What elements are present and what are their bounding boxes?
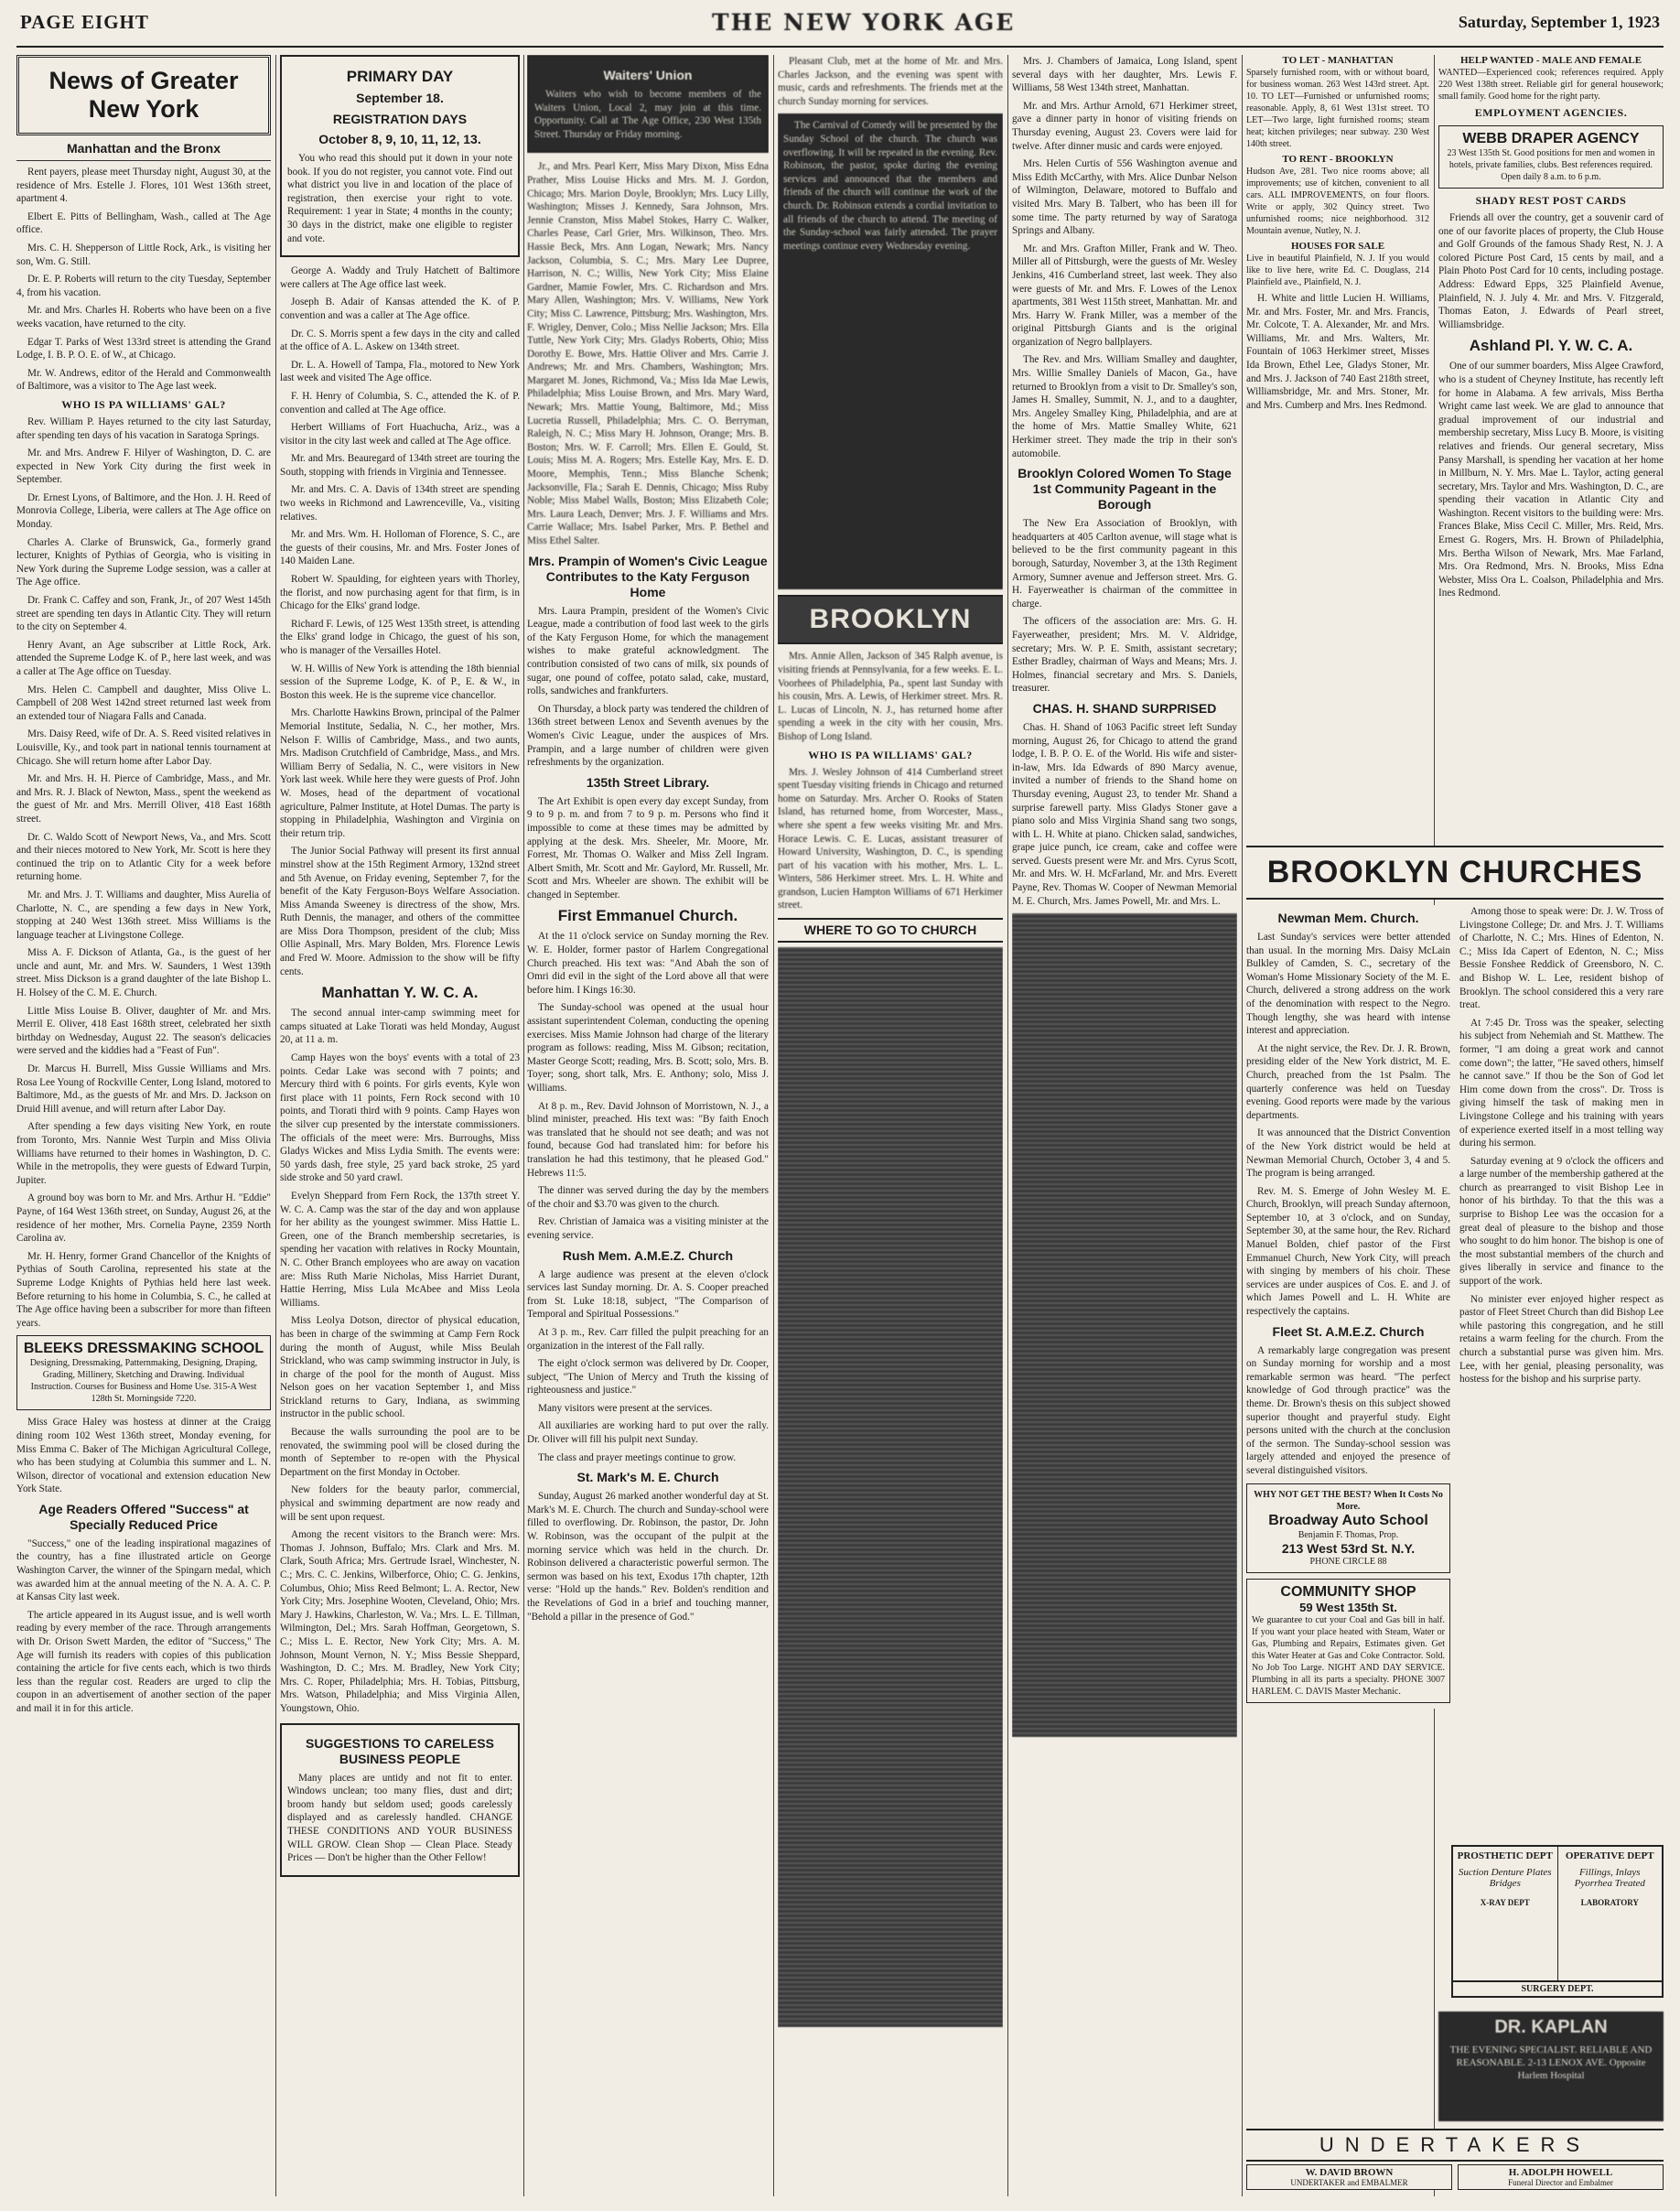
page-label: PAGE EIGHT xyxy=(20,11,149,33)
suggestions-headline: SUGGESTIONS TO CARELESS BUSINESS PEOPLE xyxy=(306,1735,494,1766)
news-paragraph: Joseph B. Adair of Kansas attended the K. of P. convention and was a caller at The Age office. xyxy=(280,297,520,321)
news-paragraph: Dr. L. A. Howell of Tampa, Fla., motored to New York last week and visited The Age office. xyxy=(280,359,520,384)
brooklyn-heading: BROOKLYN xyxy=(778,595,1003,644)
news-paragraph: Robert W. Spaulding, for eighteen years with Thorley, the florist, and now purchasing agent for that firm, is in Chicago for the Elks' grand lodge. xyxy=(280,574,520,612)
st-marks-article: Sunday, August 26 marked another wonderful day at St. Mark's M. E. Church. The church and Sunday-school were filled to overflowing. Dr. Robinson, the pastor, Dr. John W. Robinson, was the occupant of the pulpit at the morning service which was held in the church. Dr. Robinson delivered a characteristic powerful sermon. The sermon was based on his text, Exodus 17th chapter, 12th verse: "Hold up the hands." Rev. Bolden's rendition and the Revelations of God in a brief and touching manner, "Behold a pillar in the presence of God." xyxy=(527,1491,769,1623)
news-items-3 xyxy=(16,1416,271,1496)
section-subtitle: Manhattan and the Bronx xyxy=(16,141,271,161)
dark-article xyxy=(778,113,1003,589)
news-paragraph: Herbert Williams of Fort Huachucha, Ariz., was a visitor in the city last week and called at The Age office. xyxy=(280,422,520,447)
prampin-headline: Mrs. Prampin of Women's Civic League Contributes to the Katy Ferguson Home xyxy=(528,553,768,599)
newman-paragraph: Last Sunday's services were better attended than usual. In the morning Mrs. Daisy McLain Bulkley of Camden, S. C., secretary of the Woman's Home Missionary Society of the M. E. Church, delivered a strong address on the work of the denomination with respect to the Negro. Though lengthy, she was heard with intense interest and appreciation. xyxy=(1246,932,1450,1037)
news-paragraph: George A. Waddy and Truly Hatchett of Baltimore were callers at The Age office last week. xyxy=(280,265,520,290)
classified-text: Hudson Ave, 281. Two nice rooms above; all improvements; use of kitchen, convenient to all cars. ALL IMPROVEMENTS, on four floors. Write or apply, 302 Quincy street. Two unfurnished rooms; nice neighborhood. 312 Mountain avenue, Nutley, N. J. xyxy=(1246,167,1429,236)
auto-school-name: Broadway Auto School xyxy=(1268,1512,1428,1528)
churches-left xyxy=(1246,905,1450,1709)
column-5 xyxy=(1012,55,1237,2196)
newman-headline: Newman Mem. Church. xyxy=(1277,911,1419,925)
news-paragraph: Dr. C. Waldo Scott of Newport News, Va., and Mrs. Scott and their nieces motored to New York, Mr. Scott is here they continued the trip on to Atlantic City for a week before returning home. xyxy=(16,831,271,883)
laboratory: LABORATORY xyxy=(1580,1898,1639,1907)
news-paragraph: Richard F. Lewis, of 125 West 135th street, is attending the Elks' grand lodge in Chicago, the guest of his son, who is manager of the Versailles Hotel. xyxy=(280,618,520,656)
column-1 xyxy=(16,55,271,2196)
section-title: News of Greater New York xyxy=(16,55,271,135)
emmanuel-paragraph: At the 11 o'clock service on Sunday morning the Rev. W. E. Holder, former pastor of Harlem Congregational Church preached. His text was: "And Abah the son of Omri did evil in the sight of the Lord above all that were before him. I Kings 16:30. xyxy=(527,931,769,996)
rush-paragraph: The class and prayer meetings continue to grow. xyxy=(538,1451,737,1463)
auto-school-tagline: WHY NOT GET THE BEST? When It Costs No More. xyxy=(1254,1489,1443,1512)
pageant-article xyxy=(1012,517,1237,696)
community-shop-text: We guarantee to cut your Coal and Gas bill in half. If you want your place heated with Steam, Water or Gas, Plumbing and Repairs, Estimates given. Get this Water Heater at Gas and Coke Contractor. Sold. No Job Too Large. NIGHT AND DAY SERVICE. Plumbing in all its parts a specialty. PHONE 3007 HARLEM. C. DAVIS Master Mechanic. xyxy=(1252,1614,1445,1697)
auto-school-ad xyxy=(1246,1483,1450,1573)
news-paragraph: Dr. Marcus H. Burrell, Miss Gussie Williams and Mrs. Rosa Lee Young of Rockville Center, Long Island, motored to Baltimore, Md., as the guests of Mr. and Mrs. D. Jackson on Druid Hill avenue, and will return after Labor Day. xyxy=(16,1063,271,1115)
howell-sub: Funeral Director and Embalmer xyxy=(1508,2178,1613,2187)
emmanuel-paragraph: Rev. Christian of Jamaica was a visiting minister at the evening service. xyxy=(527,1216,769,1241)
classified-heading: TO RENT - BROOKLYN xyxy=(1282,154,1394,165)
undertakers-heading: UNDERTAKERS xyxy=(1246,2129,1664,2162)
ashland-headline: Ashland Pl. Y. W. C. A. xyxy=(1469,337,1633,355)
brown-ad xyxy=(1246,2164,1452,2190)
news-paragraph: Little Miss Louise B. Oliver, daughter of Mr. and Mrs. Merril E. Oliver, 418 East 168th street, celebrated her sixth birthday on Wednesday, August 22. The season's delicacies were served and the kiddies had a "Feast of Fun". xyxy=(16,1005,271,1057)
fleet-paragraph: Among those to speak were: Dr. J. W. Tross of Livingstone College; Dr. and Mrs. J. T. Williams of Charlotte, N. C.; Mrs. Hines of Edenton, N. C.; Miss Ida Capert of Edenton, N. C.; Miss Bessie Fonshee Reddick of Greensboro, N. C. and Bishop W. L. Lee, resident bishop of Brooklyn. The school considered this a very rare treat. xyxy=(1459,906,1664,1011)
st-marks-headline: St. Mark's M. E. Church xyxy=(576,1470,719,1485)
news-paragraph: Miss Grace Haley was hostess at dinner at the Craigg dining room 102 West 136th street, Monday evening, for Miss Emma C. Baker of The Michigan Agricultural College, who has been studying at Columbia this summer and L. N. Wilson, director of vocational and extension education New York State. xyxy=(16,1417,271,1495)
newman-paragraph: It was announced that the District Convention of the New York district would be held at Newman Memorial Church, October 3, 4 and 5. The program is being arranged. xyxy=(1246,1127,1450,1180)
news-paragraph: Mr. and Mrs. Grafton Miller, Frank and W. Theo. Miller all of Pittsburgh, were the guests of Mr. Wesley Jenkins, 416 Cumberland street, last week. They also were guests of Mr. and Mrs. F. Lowes of the Lenox apartments, 381 West 115th street, Manhattan. Mr. and Mrs. Harry W. Frank Miller, was a member of the original Pittsburgh Giants and is the original organization of Negro ballplayers. xyxy=(1012,243,1237,348)
news-paragraph: W. H. Willis of New York is attending the 18th biennial session of the Supreme Lodge, K. of P., E. & W., in Boston this week. He is the supreme vice chancellor. xyxy=(280,663,520,701)
news-paragraph: The Rev. and Mrs. William Smalley and daughter, Mrs. Willie Smalley Daniels of Macon, Ga., have returned to Brooklyn from a visit to Dr. Smalley's son, James H. Smalley, Summit, N. J., and to a daughter, Mrs. Angeley Smalley King, Philadelphia, and are at the home of Mrs. Mattie Smalley White, 621 Herkimer street. They made the trip in their son's automobile. xyxy=(1012,354,1237,459)
dental-ad-box xyxy=(1451,1845,1664,1982)
pageant-headline: Brooklyn Colored Women To Stage 1st Community Pageant in the Borough xyxy=(1018,466,1232,512)
bleeks-ad-title: BLEEKS DRESSMAKING SCHOOL xyxy=(23,1341,264,1357)
column-rule xyxy=(275,55,276,2196)
registration-title: REGISTRATION DAYS xyxy=(332,112,468,126)
shand-headline: CHAS. H. SHAND SURPRISED xyxy=(1032,700,1217,716)
churches-right xyxy=(1459,905,1664,1709)
fleet-article: A remarkably large congregation was present on Sunday morning for worship and a most remarkable sermon was heard. "The perfect knowledge of God through practice" was the theme. Dr. Brown's thesis on this subject showed superior thought and prayerful study. Eight persons united with the church at the conclusion of the sermon. The Sunday-school session was largely attended and enjoyed the presence of several distinguished visitors. xyxy=(1246,1344,1450,1476)
news-paragraph: Dr. E. P. Roberts will return to the city Tuesday, September 4, from his vacation. xyxy=(16,274,271,298)
brown-name: W. DAVID BROWN xyxy=(1305,2167,1394,2178)
news-paragraph: The Junior Social Pathway will present its first annual minstrel show at the 15th Regiment Armory, 132nd street and 5th Avenue, on Friday evening, September 7, for the benefit of the Katy Ferguson-Boys Welfare Association. Miss Amanda Sweeney is directress of the show, Mrs. Ruth Dennis, the manager, and others of the committee are Miss Dora Thompson, president of the club; Miss Ollie Aspinall, Mrs. Mary Bolden, Mrs. Florence Lewis and Fred W. Moore. Admission to the show will be fifty cents. xyxy=(280,846,520,977)
news-paragraph: Mrs. Helen C. Campbell and daughter, Miss Olive L. Campbell of 208 West 142nd street returned last week from an extended tour of Niagara Falls and Canada. xyxy=(16,684,271,722)
ywca-paragraph: Miss Leolya Dotson, director of physical education, has been in charge of the swimming at Camp Fern Rock during the month of August, while Miss Beulah Strickland, who was camp swimming instructor in July, is in charge of the pool for the month of August. Miss Nelson goes on her vacation September 1, and Miss Strickland returns to Gary, Indiana, as swimming instructor in the public school. xyxy=(280,1315,520,1420)
news-paragraph: Dr. Ernest Lyons, of Baltimore, and the Hon. J. H. Reed of Monrovia College, Liberia, were callers at The Age office on Monday. xyxy=(16,491,271,531)
news-paragraph: Charles A. Clarke of Brunswick, Ga., formerly grand lecturer, Knights of Pythias of Georgia, who is visiting in New York during the Supreme Lodge session, was a caller at The Age office. xyxy=(16,536,271,588)
dark-article-text: The Carnival of Comedy will be presented by the Sunday School of the church. The church was overflowing. It will be repeated in the evening. Rev. Robinson, the pastor, spoke during the evening services and announced that the members and friends of the church will continue the work of the church. Dr. Robinson extends a cordial invitation to all friends of the church to attend. The meeting of the Sunday-school was fairly attended. The prayer meetings continue every Wednesday evening. xyxy=(783,120,997,252)
emmanuel-headline: First Emmanuel Church. xyxy=(557,907,738,925)
news-paragraph: Mrs. Daisy Reed, wife of Dr. A. S. Reed visited relatives in Louisville, Ky., and took part in national tennis tournament at Chicago. She will return home after Labor Day. xyxy=(16,728,271,767)
prosthetic-dept-sub: Suction Denture Plates Bridges xyxy=(1458,1867,1552,1889)
shady-rest-heading: SHADY REST POST CARDS xyxy=(1475,194,1627,207)
operative-dept xyxy=(1558,1847,1663,1980)
ywca-paragraph: Camp Hayes won the boys' events with a total of 23 points. Cedar Lake was second with 7 points; and Mercury third with 6 points. For girls events, Kyle won first place with 11 points, Fern Rock second with 10 points, and Tiorati third with 9 points. Camp Hayes won the silver cup presented by the interstate commissioners. The officials of the meet were: Mrs. Burroughs, Miss Gladys Wickes and Miss Lydia Smith. The events were: 50 yards dash, free style, 25 yard back stroke, 25 yard side stroke and 50 yard crawl. xyxy=(280,1052,520,1184)
paper-name: THE NEW YORK AGE xyxy=(712,9,1016,36)
column-rule xyxy=(1007,55,1008,2196)
ywca-paragraph: The second annual inter-camp swimming meet for camps situated at Lake Tiorati was held Monday, August 20, at 11 a. m. xyxy=(280,1008,520,1046)
community-shop-ad xyxy=(1246,1579,1450,1703)
community-shop-address: 59 West 135th St. xyxy=(1299,1600,1397,1614)
news-paragraph: After spending a few days visiting New York, en route from Toronto, Mrs. Nannie West Turpin and Miss Olivia Williams have returned to their homes in Washington, D. C. While in the metropolis, they were guests of Edward Turpin, Jupiter. xyxy=(16,1121,271,1186)
brooklyn-news: Mrs. Annie Allen, Jackson of 345 Ralph avenue, is visiting friends at Pennsylvania, for a few weeks. E. L. Voorhees of Philadelphia, Pa., spent last Sunday with his cousin, Mrs. A. Lewis, of Herkimer street. Mrs. R. L. Lucas of Lincoln, N. J., has returned home after spending a week in the city with her cousin, Mrs. Bishop of Long Island. xyxy=(778,651,1003,742)
webb-draper-name: WEBB DRAPER AGENCY xyxy=(1462,131,1640,146)
registration-dates: October 8, 9, 10, 11, 12, 13. xyxy=(318,132,481,146)
suggestions-box xyxy=(280,1723,520,1877)
emmanuel-paragraph: At 8 p. m., Rev. David Johnson of Morristown, N. J., a blind minister, preached. His text was: "By faith Enoch was translated that he should not see death; and was not found, because God had translated him: for before his translation he had this testimony, that he pleased God." Hebrews 11:5. xyxy=(527,1100,769,1179)
rush-headline: Rush Mem. A.M.E.Z. Church xyxy=(562,1247,734,1263)
rush-paragraph: A large audience was present at the eleven o'clock services last Sunday morning. Dr. A. S. Cooper preached from St. Luke 18:18, subject, "The Comparison of Temporal and Spiritual Possessions." xyxy=(527,1268,769,1321)
news-paragraph: Mr. and Mrs. J. T. Williams and daughter, Miss Aurelia of Charlotte, N. C., are spending a few days in New York, stopping at 240 West 136th street. Miss Williams is the language teacher at Livingstone College. xyxy=(16,889,271,941)
column-4-top: Pleasant Club, met at the home of Mr. and Mrs. Charles Jackson, and the evening was spent with music, cards and refreshments. The friends met at the church Sunday morning for services. xyxy=(778,56,1003,107)
news-paragraph: Mr. W. Andrews, editor of the Herald and Commonwealth of Baltimore, was a visitor to The Age last week. xyxy=(16,367,271,393)
kaplan-name: DR. KAPLAN xyxy=(1494,2017,1608,2037)
column-2 xyxy=(280,55,520,2196)
news-paragraph: Mr. and Mrs. Andrew F. Hilyer of Washington, D. C. are expected in New York City during the first week in September. xyxy=(16,448,271,486)
prampin-paragraph: On Thursday, a block party was tendered the children of 136th street between Lenox and Seventh avenues by the Women's Civic League, under the auspices of Mrs. Prampin, and a large number of children were given refreshments by the organization. xyxy=(527,703,769,769)
church-directory-heading: WHERE TO GO TO CHURCH xyxy=(778,918,1003,943)
news-paragraph: Miss A. F. Dickson of Atlanta, Ga., is the guest of her uncle and aunt, Mr. and Mrs. W. Saunders, 1 West 139th street. Miss Dickson is a grand daughter of the late Bishop L. H. Holsey of the C. M. E. Church. xyxy=(16,947,271,999)
emmanuel-article xyxy=(527,930,769,1242)
webb-draper-ad xyxy=(1438,125,1664,189)
newman-paragraph: Rev. M. S. Emerge of John Wesley M. E. Church, Brooklyn, will preach Sunday afternoon, September 10, at 3 o'clock, and on Sunday, September 30, at the same hour, the Rev. Richard Manuel Bolden, chief pastor of the First Emmanuel Church, New York City, will preach with singing by members of his choir. These services are under auspices of Cos. E. and J. of which James Powell and L. H. White are respectively the captains. xyxy=(1246,1185,1450,1318)
classified-text: WANTED—Experienced cook; references required. Apply 220 West 138th street. Reliable girl for general housework; small family. Good home for the right party. xyxy=(1438,68,1664,102)
registration-box xyxy=(280,55,520,257)
registration-text: You who read this should put it down in your note book. If you do not register, you cannot vote. Find out what district you live in and location of the place of registration, then exercise your right to vote. Requirement: 1 year in State; 4 months in the county; 30 days in the district, make one eligible to register and vote. xyxy=(287,153,512,244)
classified-text: Sparsely furnished room, with or without board, for business woman. 263 West 143rd street. Apt. 10. TO LET—Furnished or unfurnished rooms; reasonable. Apply, 8, 61 West 131st street. TO LET—Two large, light furnished rooms; steam heat; kitchen privileges; near subway. 230 West 140th street. xyxy=(1246,68,1429,149)
news-paragraph: Mr. H. Henry, former Grand Chancellor of the Knights of Pythias of South Carolina, represented his state at the Supreme Lodge Knights of Pythias held here last week. Before returning to his home in Columbia, S. C., he called at The Age office having been a subscriber for more than fifteen years. xyxy=(16,1250,271,1329)
howell-name: H. ADOLPH HOWELL xyxy=(1508,2167,1613,2178)
help-wanted xyxy=(1438,55,1664,102)
prampin-paragraph: Mrs. Laura Prampin, president of the Women's Civic League, made a contribution of food last week to the girls of the Katy Ferguson Home, for which the management wishes to make grateful acknowledgment. The contribution consisted of two cans of milk, six pounds of sugar, one pound of coffee, potato salad, cake, mustard, rolls, sandwiches and frankfurters. xyxy=(527,605,769,697)
ywca-paragraph: Evelyn Sheppard from Fern Rock, the 137th street Y. W. C. A. Camp was the star of the day and won applause for her ability as the youngest swimmer. Miss Hattie L. Green, one of the Branch membership secretaries, is spending her vacation with relatives in Rocky Mountain, N. C. Other Branch employees who are away on vacation are: Miss Ruth Marie Nicholas, Miss Harriet Durant, Hattie Herring, Miss Lula McAbee and Miss Leola Williams. xyxy=(280,1190,520,1309)
rush-paragraph: The eight o'clock sermon was delivered by Dr. Cooper, subject, "The Union of Mercy and Truth the kissing of righteousness and justice." xyxy=(527,1358,769,1397)
rush-article xyxy=(527,1268,769,1465)
webb-draper-text: 23 West 135th St. Good positions for men and women in hotels, private families, clubs. Best references required. Open daily 8 a.m. to 6 p.m. xyxy=(1447,148,1655,182)
news-paragraph: Edgar T. Parks of West 133rd street is attending the Grand Lodge, I. B. P. O. E. of W., at Chicago. xyxy=(16,336,271,361)
brooklyn-news-2: Mrs. J. Wesley Johnson of 414 Cumberland street spent Tuesday visiting friends in Chicago and returned home on Saturday. Mrs. Archer O. Rooks of Staten Island, has returned home, from Worcester, Mass., where she spent a few weeks visiting Mr. and Mrs. Horace Lewis. C. E. Lucas, assistant treasurer of Howard University, Washington, D. C., is spending part of his vacation with his mother, Mrs. L. L. Winters, 586 Herkimer street. Mrs. L. H. White and grandson, Lucien Hampton Williams of 671 Herkimer street. xyxy=(778,766,1003,911)
brooklyn-churches-section xyxy=(1246,840,1664,1709)
surgery-dept: SURGERY DEPT. xyxy=(1451,1982,1664,1998)
rush-paragraph: All auxiliaries are working hard to put over the rally. Dr. Oliver will fill his pulpit next Sunday. xyxy=(527,1420,769,1446)
prosthetic-dept xyxy=(1453,1847,1558,1980)
library-article: The Art Exhibit is open every day except Sunday, from 9 to 9 p. m. and from 7 to 9 p. m. Persons who find it impossible to come at these times may be admitted by applying at the desk. Mrs. Sheeler, Mr. Moore, Mr. Forrest, Mr. Thomas O. Walker and Miss Zell Ingram. Albert Smith, Mr. Scott and Mr. Gaylord, Mr. Russell, Mr. Scott and Mrs. Wheeler are shown. The exhibit will be changed in September. xyxy=(527,795,769,901)
rush-paragraph: At 3 p. m., Rev. Carr filled the pulpit preaching for an organization in the interest of the Fall rally. xyxy=(527,1326,769,1352)
news-items-2 xyxy=(16,415,271,1330)
fleet-headline: Fleet St. A.M.E.Z. Church xyxy=(1272,1323,1425,1339)
fleet-paragraph: At 7:45 Dr. Tross was the speaker, selecting his subject from Nehemiah and St. Matthew. The former, "I am doing a great work and cannot come down"; the latter, "He saved others, himself he cannot save." If thou be the Son of God let Him come down from the cross". Dr. Tross is giving himself the task of making men in Livingstone College and his training with years of experience exerted itself in a most telling way during his sermon. xyxy=(1459,1017,1664,1149)
news-paragraph: Mrs. C. H. Shepperson of Little Rock, Ark., is visiting her son, Wm. G. Still. xyxy=(16,242,271,267)
classifieds xyxy=(1246,55,1429,288)
teaser: WHO IS PA WILLIAMS' GAL? xyxy=(61,397,226,411)
auto-school-phone: PHONE CIRCLE 88 xyxy=(1309,1556,1387,1567)
church-directory-continued xyxy=(1012,913,1237,1737)
news-paragraph: Rev. William P. Hayes returned to the city last Saturday, after spending ten days of his vacation in Saratoga Springs. xyxy=(16,415,271,441)
news-paragraph: Mr. and Mrs. Charles H. Roberts who have been on a five weeks vacation, have returned to the city. xyxy=(16,305,271,329)
primary-day-title: PRIMARY DAY xyxy=(346,68,454,85)
success-article xyxy=(16,1537,271,1716)
ywca-paragraph: New folders for the beauty parlor, commercial, physical and swimming department are now ready and will be sent upon request. xyxy=(280,1484,520,1523)
visitor-list: Jr., and Mrs. Pearl Kerr, Miss Mary Dixon, Miss Edna Prather, Miss Louise Hicks and Mrs. M. J. Gordon, Chicago; Mrs. Marion Doyle, Brooklyn; Mrs. Lucy Lilly, Washington; Misses J. Kennedy, Sara Johnson, Mrs. Jennie Cranston, Miss Mabel Stokes, Harry C. Walker, Charles Pease, Carl Grier, Mrs. Wilkinson, Theo. Mrs. Hassie Beck, Mrs. Ann Logan, Newark; Mrs. Nancy Jackson, Columbia, S. C.; Mrs. Mary Lee Dupree, Harrison, N. C.; Willis, New York City; Miss Elaine Gardner, Mamie Fowler, Mrs. C. Richardson and Mrs. Mary Allen, Washington; Mrs. V. Williams, New York City; Miss C. Lawrence, Pittsburg; Mrs. Washington, Mrs. F. Wrigley, Denver, Colo.; Miss Nellie Jackson; Mrs. Ella Tuttle, New York City; Mrs. Gladys Roberts, Ohio; Miss Dorothy E. Bowe, Mrs. Hattie Oliver and Mrs. Carrie J. Andrews; Mr. and Mrs. Chambers, Washington; Mrs. Margaret M. Jones, Richmond, Va.; Miss Ida Mae Lewis, Philadelphia; Miss Louise Brown, and Mrs. Mary Ward, Newark; Mrs. Mattie Young, Baltimore, Md.; Miss Lucretia Russell, Philadelphia; Mrs. C. O. Berryman, Raleigh, N. C.; Miss Mary H. Johnson, Orange; Mrs. B. Boston; Mrs. W. F. Carroll; Mrs. Ellen E. Gould, St. Louis; Miss M. A. Rogers; Mrs. Estelle Kay, Mrs. E. D. Moore, Memphis, Tenn.; Miss Blanche Schenk; Jacksonville, Fla.; Sarah E. Dennis, Chicago; Miss Ruby Noble; Miss Mabel Walls, Boston; Miss Elizabeth Cole; Mrs. Laura Leach, Denver; Mrs. J. F. Williams and Mrs. Carrie Wallace; Mrs. Isabel Parker, Mrs. P. Bethel and Miss Ethel Salter. xyxy=(527,161,769,546)
community-shop-name: COMMUNITY SHOP xyxy=(1280,1583,1416,1600)
news-paragraph: Henry Avant, an Age subscriber at Little Rock, Ark. attended the Supreme Lodge K. of P., here last week, and was a caller at The Age office on Tuesday. xyxy=(16,639,271,677)
auto-school-address: 213 West 53rd St. N.Y. xyxy=(1281,1540,1416,1556)
fleet-continued xyxy=(1459,905,1664,1386)
column-rule xyxy=(523,55,524,2196)
news-paragraph: Mr. and Mrs. H. H. Pierce of Cambridge, Mass., and Mr. and Mrs. R. J. Black of Newton, Mass., spent the weekend as the guest of Mr. and Mrs. Merrill Oliver, 418 East 168th street. xyxy=(16,773,271,825)
bleeks-ad xyxy=(16,1335,271,1410)
pageant-paragraph: The officers of the association are: Mrs. G. H. Fayerweather, president; Mrs. M. V. Aldridge, secretary; Mrs. W. P. E. Smith, assistant secretary; Esther Bradley, chairman of Ways and Means; Mrs. J. Holmes, financial secretary and Mrs. S. Daniels, treasurer. xyxy=(1012,616,1237,695)
church-directory-listings xyxy=(778,947,1003,2027)
news-paragraph: Dr. C. S. Morris spent a few days in the city and called at the office of A. L. Askew on 134th street. xyxy=(280,328,520,353)
primary-day-date: September 18. xyxy=(356,91,444,105)
kaplan-text: THE EVENING SPECIALIST. RELIABLE AND REASONABLE. 2-13 LENOX AVE. Opposite Harlem Hospital xyxy=(1449,2044,1653,2081)
news-paragraph: Mr. and Mrs. C. A. Davis of 134th street are spending two weeks in Richmond and Lawrenceville, Va., visiting relatives. xyxy=(280,484,520,523)
ywca-paragraph: Among the recent visitors to the Branch were: Mrs. Thomas J. Johnson, Buffalo; Mrs. Clark and Mrs. M. Clark, South Africa; Mrs. Gertrude Israel, Winchester, N. C.; Mrs. C. C. Jenkins, Wilberforce, Ohio; C. G. Jenkins, Columbus, Ohio; Miss Reed Belmont; L. A. Rector, New York City; Mrs. Josephine Wooten, Cleveland, Ohio; Mrs. Mary J. Hawkins, Charleston, W. Va.; Mrs. L. E. Tillman, Wilmington, Del.; Mrs. Sarah Hoffman, Georgetown, S. C.; Miss L. E. Rector, New York City; Mrs. A. M. Johnson, Mount Vernon, N. Y.; Miss Bessie Sheppard, Washington, D. C.; Mrs. M. Bradley, New York City; Mrs. C. Roper, Philadelphia; Mrs. H. Tobias, Pittsburg, Mrs. Watson, Philadelphia; and Miss Virginia Allen, Youngstown, Ohio. xyxy=(280,1529,520,1714)
masthead xyxy=(16,7,1664,48)
news-paragraph: Rent payers, please meet Thursday night, August 30, at the residence of Mrs. Estelle J. Flores, 101 West 136th street, apartment 4. xyxy=(16,167,271,205)
operative-dept-title: OPERATIVE DEPT xyxy=(1565,1850,1654,1861)
undertaker-ads xyxy=(1246,2164,1664,2190)
howell-ad xyxy=(1458,2164,1664,2190)
rush-paragraph: Many visitors were present at the services. xyxy=(538,1402,713,1414)
xray-dept: X-RAY DEPT xyxy=(1480,1898,1530,1907)
news-paragraph: A ground boy was born to Mr. and Mrs. Arthur H. "Eddie" Payne, of 164 West 136th street, on Sunday, August 26, at the residence of her mother, Mrs. Cornelia Payne, 2359 North Carolina av. xyxy=(16,1192,271,1245)
employment-heading: EMPLOYMENT AGENCIES. xyxy=(1474,106,1628,119)
classified-heading: HELP WANTED - MALE AND FEMALE xyxy=(1459,55,1642,66)
dental-ad xyxy=(1451,1845,1664,1998)
fleet-paragraph: Saturday evening at 9 o'clock the officers and a large number of the membership gathered at the church as prearranged to visit Bishop Lee in honor of his birthday. To that the this was a surprise to Bishop Lee was the occasion for a great deal of pleasure to the bishop and those who sought to do him honor. The bishop is one of the most substantial members of the church and gives liberally in service and finance to the support of the work. xyxy=(1459,1155,1664,1288)
prosthetic-dept-title: PROSTHETIC DEPT xyxy=(1457,1850,1553,1861)
column-4 xyxy=(778,55,1003,2196)
waiters-headline: Waiters' Union xyxy=(603,68,693,82)
column-rule xyxy=(773,55,774,2196)
classified-heading: HOUSES FOR SALE xyxy=(1290,241,1385,252)
shand-guest-list: H. White and little Lucien H. Williams, Mr. and Mrs. Foster, Mr. and Mrs. Francis, Mr. Colcote, T. A. Alexander, Mr. and Mrs. Williams, Mr. and Mrs. Walters, Mr. Fountain of 1063 Herkimer street, Misses Ida Brown, Ethel Lee, Gladys Stoner, Mr. and Mrs. J. Jackson of 740 East 218th street, Williamsbridge, Mr. and Mrs. Stoner, Mr. and Mrs. Cumberp and Mrs. Ines Redmond. xyxy=(1246,293,1429,411)
brooklyn-social xyxy=(1012,100,1237,460)
classified-text: Live in beautiful Plainfield, N. J. If you would like to live here, write Ed. C. Douglass, 214 Plainfield ave., Plainfield, N. J. xyxy=(1246,253,1429,287)
waiters-notice xyxy=(527,55,769,153)
news-items xyxy=(16,166,271,394)
brooklyn-churches-columns xyxy=(1246,905,1664,1709)
classified-heading: TO LET - MANHATTAN xyxy=(1282,55,1394,66)
column-rule xyxy=(1242,55,1243,2196)
shady-rest-text: Friends all over the country, get a souvenir card of one of our favorite places of property, the Club House and Golf Grounds of the famous Shady Rest, N. J. A colored Picture Post Card, 15 cents by mail, and a Plain Photo Post Card for 10 cents, including postage. Address: Edward Epps, 325 Plainfield Avenue, Plainfield, N. J. July 4. Mr. and Mrs. V. Fitzgerald, Thomas Eaton, J. Edwards of Pearl street, Williamsbridge. xyxy=(1438,212,1664,330)
brooklyn-teaser: WHO IS PA WILLIAMS' GAL? xyxy=(808,748,973,761)
ashland-article: One of our summer boarders, Miss Algee Crawford, who is a student of Cheyney Institute, has recently left for home in Alabama. A few arrivals, Miss Bertha Wright came last week. We are glad to announce that gradual improvement of our industrial and membership secretary, Miss Lucy B. Moore, is visiting relatives and friends. Our general secretary, Miss Pansy Marshall, is spending her vacation at her home in Millburn, N. Y. Mrs. Mae L. Taylor, acting general secretary, Mrs. Taylor and Mrs. Washington, D. C., are spending their vacation in Atlantic City and Washington. Recent visitors to the building were: Mrs. Frances Blake, Miss Cecil C. Miller, Mrs. Reid, Mrs. Ernest G. Rogers, Mrs. H. Brown of Philadelphia, Mrs. Bertha Wilson of Newark, Mrs. Mae Farland, Mrs. Ora Redmond, Mrs. N. Brooks, Miss Edna Webster, Miss Ora L. Coalson, Philadelphia and Mrs. Ines Redmond. xyxy=(1438,361,1664,599)
bleeks-ad-text: Designing, Dressmaking, Patternmaking, Designing, Draping, Grading, Millinery, Sketching and Drawing. Individual Instruction. Courses for Business and Home Use. 315-A West 128th St. Morningside 7220. xyxy=(29,1358,258,1405)
news-paragraph: F. H. Henry of Columbia, S. C., attended the K. of P. convention and called at The Age office. xyxy=(280,390,520,415)
column-3 xyxy=(527,55,769,2196)
emmanuel-paragraph: The Sunday-school was opened at the usual hour assistant superintendent Coleman, conducting the opening exercises. Miss Mamie Johnson had charge of the literary program as follows: reading, Miss M. Gibson; recitation, Master George Scott; reading, Mrs. B. Scott; solo, Mrs. B. Toyer; song, short talk, Mrs. E. Anthony; solo, Miss J. Williams. xyxy=(527,1002,769,1094)
news-paragraph: "Success," one of the leading inspirational magazines of the country, has a fine illustrated article on George Washington Carver, the winner of the Spingarn medal, which was awarded him at the annual meeting of the N. A. A. C. P. at Kansas City last week. xyxy=(16,1537,271,1603)
column-5-top: Mrs. J. Chambers of Jamaica, Long Island, spent several days with her daughter, Mrs. Lewis F. Williams, 58 West 134th street, Manhattan. xyxy=(1012,56,1237,94)
news-paragraph: Mrs. Charlotte Hawkins Brown, principal of the Palmer Memorial Institute, Sedalia, N. C., her mother, Mrs. Nelson F. Willis of Cambridge, Mass., and two aunts, Mrs. Madison Crutchfield of Cambridge, Mass., and Mrs. William Berry of Sedalia, N. C., were visitors in New York last week. While here they were guests of Prof. John W. Moses, head of the department of vocational agriculture, Palmer Institute, at Hotel Dumas. The party is stopping in Philadelphia, Washington and Virginia on their return trip. xyxy=(280,707,520,839)
news-paragraph: Mr. and Mrs. Wm. H. Holloman of Florence, S. C., are the guests of their cousins, Mr. and Mrs. Foster Jones of 140 Maiden Lane. xyxy=(280,529,520,567)
emmanuel-paragraph: The dinner was served during the day by the members of the choir and $3.70 was given to the church. xyxy=(527,1185,769,1210)
ywca-headline: Manhattan Y. W. C. A. xyxy=(321,984,479,1002)
issue-date: Saturday, September 1, 1923 xyxy=(1458,13,1660,31)
operative-dept-sub: Fillings, Inlays Pyorrhea Treated xyxy=(1574,1867,1645,1889)
news-paragraph: Mr. and Mrs. Arthur Arnold, 671 Herkimer street, gave a dinner party in honor of visiting friends on Thursday evening, August 23. Covers were laid for twelve. After dinner music and cards were enjoyed. xyxy=(1012,100,1237,152)
success-headline: Age Readers Offered "Success" at Specially Reduced Price xyxy=(38,1501,249,1532)
news-paragraph: Elbert E. Pitts of Bellingham, Wash., called at The Age office. xyxy=(16,210,271,236)
ywca-article xyxy=(280,1007,520,1715)
newman-article xyxy=(1246,931,1450,1319)
news-paragraph: Mr. and Mrs. Beauregard of 134th street are touring the South, stopping with friends in Virginia and Tennessee. xyxy=(280,453,520,478)
news-paragraph: Mrs. Helen Curtis of 556 Washington avenue and Miss Edith McCarthy, with Mrs. Alice Dunbar Nelson of Wilmington, Delaware, motored to Buffalo and visited Mrs. Mary B. Talbert, who has been ill for some time. The party returned by way of Saratoga Springs and Albany. xyxy=(1012,158,1237,237)
news-paragraph: Dr. Frank C. Caffey and son, Frank, Jr., of 207 West 145th street are spending ten days in Atlantic City. They will return to the city on September 4. xyxy=(16,595,271,633)
undertakers-section xyxy=(1246,2129,1664,2190)
auto-school-owner: Benjamin F. Thomas, Prop. xyxy=(1298,1529,1399,1540)
waiters-text: Waiters who wish to become members of the Waiters Union, Local 2, may join at this time. Opportunity. Call at The Age Office, 230 West 135th Street. Thursday or Friday morning. xyxy=(534,89,761,140)
library-headline: 135th Street Library. xyxy=(586,774,710,790)
suggestions-text: Many places are untidy and not fit to enter. Windows unclean; too many flies, dust and dirt; broom handy but seldom used; goods carelessly displayed and as carelessly handled. CHANGE THESE CONDITIONS AND YOUR BUSINESS WILL GROW. Clean Shop — Clean Place. Steady Prices — Don't be higher than the Other Fellow! xyxy=(287,1772,512,1864)
kaplan-ad xyxy=(1438,2011,1664,2121)
newman-paragraph: At the night service, the Rev. Dr. J. R. Brown, presiding elder of the New York district, M. E. Church, preached from the 1st Psalm. The quarterly conference was held on Tuesday evening. Good reports were made by the various departments. xyxy=(1246,1042,1450,1121)
shand-article: Chas. H. Shand of 1063 Pacific street left Sunday morning, August 26, for Chicago to attend the grand lodge, I. B. P. O. E. of the World. His wife and sister-in-law, Mrs. Ida Edwards of 890 Marcy avenue, invited a number of friends to the Shand home on Thursday evening, August 23, to tender Mr. Shand a surprise farewell party. Miss Gladys Stoner gave a piano solo and Miss Virginia Shand sang two songs, with L. H. White at piano. Chicken salad, sandwiches, grape juice punch, ice cream, cake and coffee were served. Guests present were Mr. and Mrs. Cyrus Scott, Mr. and Mrs. W. H. McFarland, Mr. and Mrs. Everett Payne, Rev. Thomas W. Cooper of Newman Memorial M. E. Church, Mrs. James Powell, Mr. and Mrs. L. xyxy=(1012,721,1237,907)
fleet-paragraph: No minister ever enjoyed higher respect as pastor of Fleet Street Church than did Bishop Lee while pastoring this congregation, and he still retains a warm feeling for the church. From the church a substantial purse was given him. Mrs. Lee, with her genial, pleasing personality, was hostess for the bishop and his surprise party. xyxy=(1459,1293,1664,1386)
news-items xyxy=(280,264,520,978)
pageant-paragraph: The New Era Association of Brooklyn, with headquarters at 405 Carlton avenue, will stage what is believed to be the first community pageant in this borough, Saturday, November 3, at the 13th Regiment Armory, Sumner avenue and Jefferson street. Mrs. G. H. Fayerweather is chairman of the committee in charge. xyxy=(1012,518,1237,609)
brooklyn-churches-heading: BROOKLYN CHURCHES xyxy=(1246,846,1664,900)
ywca-paragraph: Because the walls surrounding the pool are to be renovated, the swimming pool will be closed during the month of September to re-open with the Physical Department on the first Monday in October. xyxy=(280,1427,520,1478)
brown-sub: UNDERTAKER and EMBALMER xyxy=(1290,2178,1408,2187)
news-paragraph: The article appeared in its August issue, and is well worth reading by every member of the race. Through arrangements with Dr. Orison Swett Marden, the editor of "Success," The Age will furnish its readers with copies of this publication containing the article for five cents each, which is two thirds less than the regular cost. Readers are urged to clip the coupon in an advertisement of another section of the paper and mail it in for this article. xyxy=(16,1609,271,1714)
newspaper-page xyxy=(16,7,1664,2204)
prampin-article xyxy=(527,605,769,770)
